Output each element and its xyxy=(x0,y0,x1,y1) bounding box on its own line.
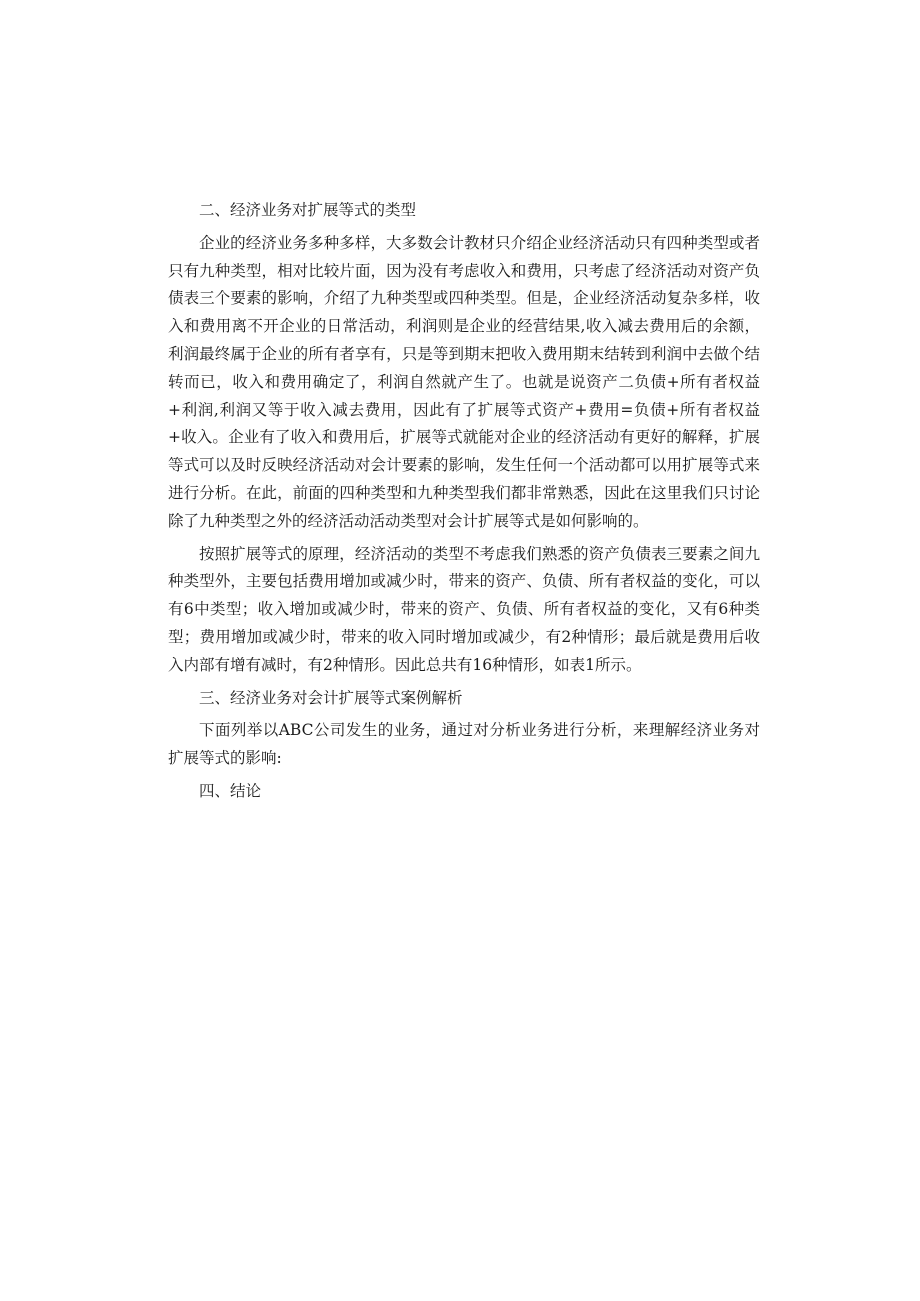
section-heading-2: 二、经济业务对扩展等式的类型 xyxy=(199,201,417,219)
body-paragraph-1: 企业的经济业务多种多样，大多数会计教材只介绍企业经济活动只有四种类型或者只有九种类型，相对比较片面，因为没有考虑收入和费用，只考虑了经济活动对资产负债表三个要素的影响，介绍了九种类型或四种类型。但是，企业经济活动复杂多样，收入和费用离不开企业的日常活动，利润则是企业的经营结果,收入减去费用后的余额，利润最终属于企业的所有者享有，只是等到期末把收入费用期末结转到利润中去做个结转而已，收入和费用确定了，利润自然就产生了。也就是说资产二负债+所有者权益+利润,利润又等于收入减去费用，因此有了扩展等式资产+费用=负债+所有者权益+收入。企业有了收入和费用后，扩展等式就能对企业的经济活动有更好的解释，扩展等式可以及时反映经济活动对会计要素的影响，发生任何一个活动都可以用扩展等式来进行分析。在此，前面的四种类型和九种类型我们都非常熟悉，因此在这里我们只讨论除了九种类型之外的经济活动活动类型对会计扩展等式是如何影响的。 xyxy=(168,233,760,530)
section-heading-4: 四、结论 xyxy=(199,781,262,800)
document-body xyxy=(168,197,760,811)
body-paragraph-3: 下面列举以ABC公司发生的业务，通过对分析业务进行分析，来理解经济业务对扩展等式的影响: xyxy=(168,721,760,768)
section-heading-3: 三、经济业务对会计扩展等式案例解析 xyxy=(199,688,463,707)
body-paragraph-2: 按照扩展等式的原理，经济活动的类型不考虑我们熟悉的资产负债表三要素之间九种类型外，主要包括费用增加或减少时，带来的资产、负债、所有者权益的变化，可以有6中类型；收入增加或减少时，带来的资产、负债、所有者权益的变化，又有6种类型；费用增加或减少时，带来的收入同时增加或减少，有2种情形；最后就是费用后收入内部有增有减时，有2种情形。因此总共有16种情形，如表1所示。 xyxy=(168,544,760,674)
